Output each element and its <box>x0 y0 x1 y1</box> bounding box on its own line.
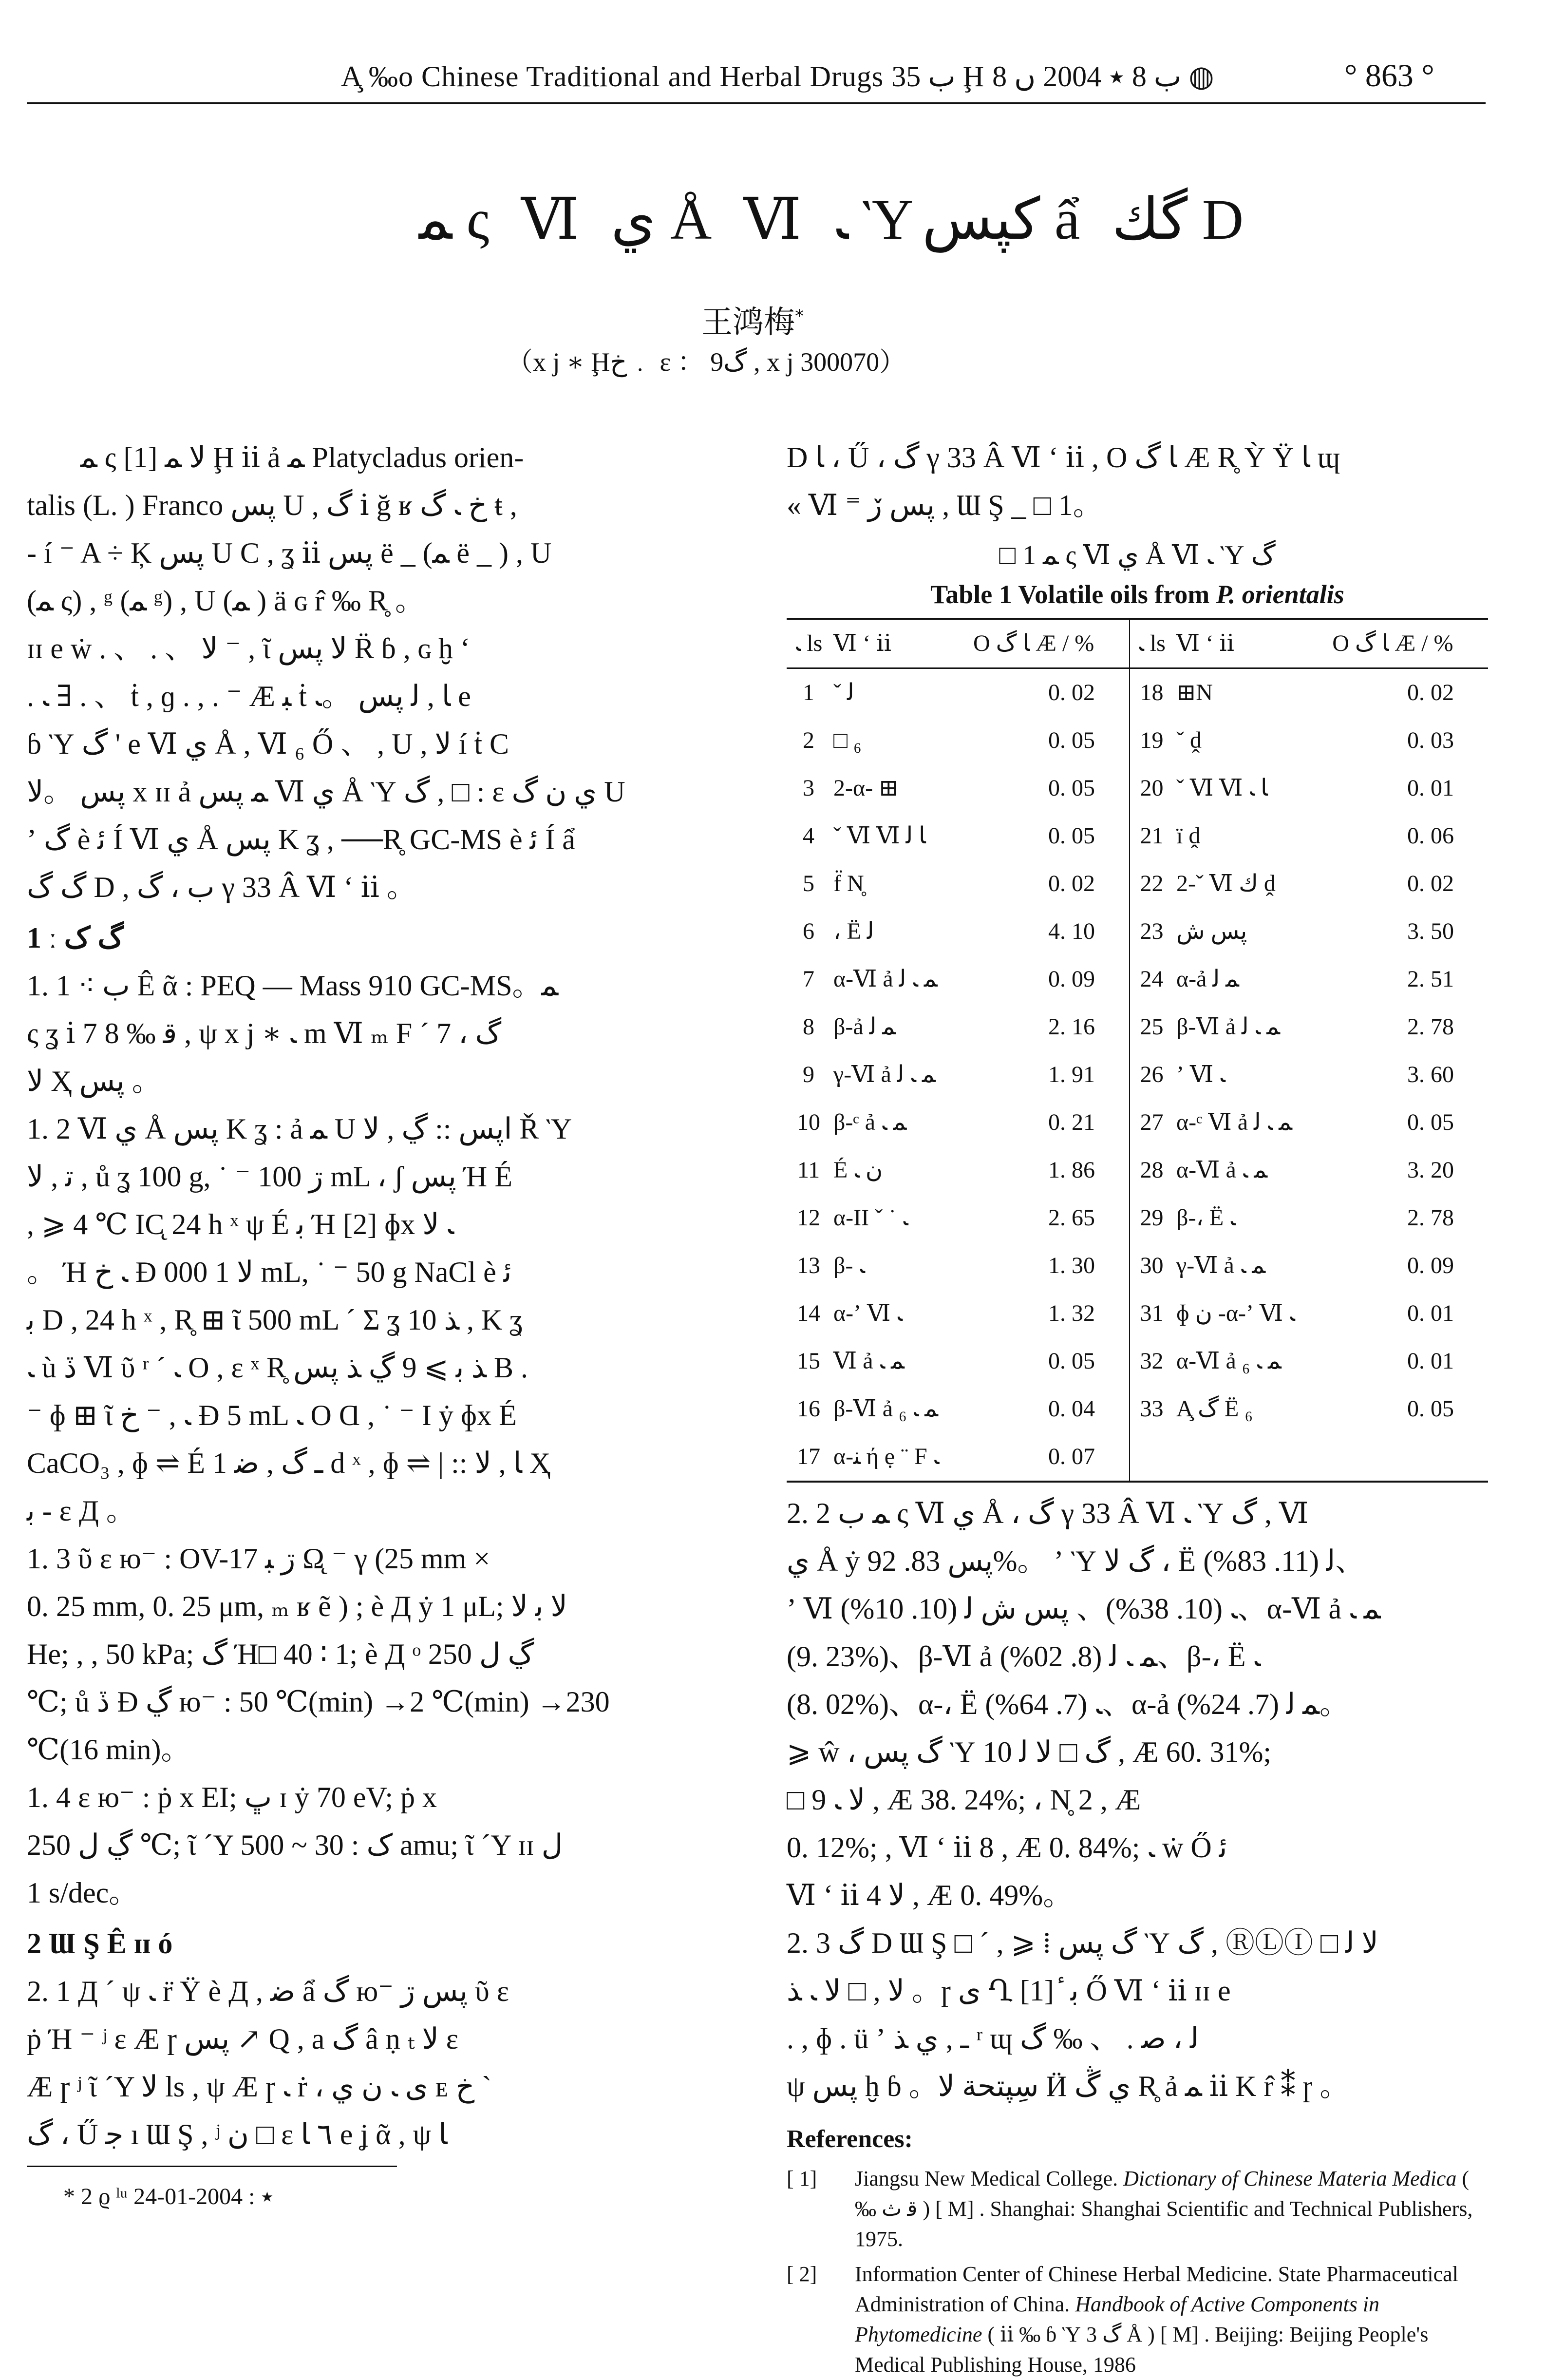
reference-authors: Information Center of Chinese Herbal Medicine. State Pharmaceutical Administration of China. <box>855 2262 1458 2316</box>
content-percent-right: 3. 60 <box>1407 1062 1454 1087</box>
content-percent-right: 0. 01 <box>1407 1300 1454 1326</box>
row-number-right: 25 <box>1130 1003 1173 1051</box>
compound-name-right: ï ḓ <box>1176 823 1201 849</box>
text-line: 0. 12%; , Ⅵ ʻ ⅱ 8 , Æ 0. 84%; ﹳ ẇ Ő ﺋ <box>787 1831 1227 1864</box>
table-row <box>787 1385 1488 1433</box>
subsection-1-1 <box>27 962 760 1105</box>
content-percent-left: 4. 10 <box>1048 918 1095 944</box>
text-line: ﹳ ù ڏ Ⅵ ῦ ʳ ´ ﹳ O , ɛ ˣ R̥ ﺬ ﺑ ⩾ 9 ڲ ﺬ پس B . <box>27 1352 528 1384</box>
page-number: ° 863 ° <box>1344 58 1434 94</box>
text-line: پس 。ﻻ x ɪɪ ả ﻤ پس Ⅵ ي Å Ὺ گ , □ : ɛ ي ن گ U <box>27 776 625 808</box>
row-number-right: 20 <box>1130 764 1173 812</box>
row-number-left: 5 <box>803 871 814 896</box>
text-line: . ﹳ ∃ . 、 ṫ , ɡ . , . ⁻ Æ ﺒ ṫ ﺎ , ﻟ پس 。ﹳ e <box>27 680 471 712</box>
row-number-left: 17 <box>797 1444 820 1469</box>
content-percent-right: 3. 50 <box>1407 918 1454 944</box>
section-heading-2: 2 Ɯ Ş Ê ɪɪ ó <box>27 1927 173 1960</box>
row-number-left: 14 <box>797 1300 820 1326</box>
compound-name-right: α-ᶜ Ⅵ ả ﻤ ﹳ ﻟ <box>1176 1109 1292 1135</box>
table-caption: □ 1 ﻤ ς Ⅵ ي Å Ⅵ ﹳ Ὺ گ <box>999 540 1276 571</box>
text-line: ψ پس ḫ ɓ 。ﺳِﭙﺘﺤﺔ ﻻ Ӥ ي ڴ R̥ ả ﻤ ⅱ K r̂ ⁑ ɼ 。 <box>787 2070 1349 2102</box>
text-line: (9. 23%)、β-Ⅵ ả ﻤ ﹳ ﻟ (8. 02%)、β-، Ë ﹳ <box>787 1640 1261 1673</box>
compound-name-right <box>1173 1433 1329 1482</box>
compound-name-left: É ن ﹳ <box>833 1157 883 1183</box>
row-number-left: 12 <box>797 1205 820 1231</box>
row-number-right: 27 <box>1130 1099 1173 1146</box>
table-row <box>787 1290 1488 1337</box>
table-row <box>787 908 1488 955</box>
compound-name-right: β-Ⅵ ả ﻤ ﹳ ﻟ <box>1176 1014 1280 1040</box>
col-header-compound-right: Ⅵ ʻ ⅱ <box>1176 630 1234 656</box>
content-percent-left: 0. 09 <box>1048 966 1095 992</box>
text-line: Æ ɼ ʲ ῖ ´Y ﻻ ls , ψ Æ ɼ ﹳ ṙ ، ى ﹳ ن ي ᴇ خ ˋ <box>27 2071 492 2103</box>
text-line: ي Å ẏ پس 83. 92%。 ʼ Ὺ گ ﻻ ، Ë ﻟ (11. 83%)、 <box>787 1545 1365 1577</box>
row-number-right: 30 <box>1130 1242 1173 1290</box>
text-line: □ ﻻ ﹳ 9 , Æ 38. 24%; ، N̥ 2 , Æ <box>787 1784 1141 1816</box>
compound-name-right: ˇ Ⅵ Ⅵ ﺎ ﹳ <box>1176 775 1268 801</box>
row-number-left: 8 <box>803 1014 814 1040</box>
section-heading-1: 1 ː گ ک <box>27 922 124 954</box>
content-percent-right <box>1329 1433 1488 1482</box>
reference-book-title: Handbook of Active Components in Phytomedicine <box>855 2292 1380 2346</box>
row-number-left: 11 <box>797 1157 820 1183</box>
author-name: 王鸿梅 <box>701 305 795 341</box>
running-head: A̧ ‰o Chinese Traditional and Herbal Drugs ب 35 Ḩ ب 8 ٭ 2004 ں 8 ◍ <box>341 60 1214 93</box>
row-number-right: 32 <box>1130 1337 1173 1385</box>
compound-name-right: 2-ˇ Ⅵ ﻙ ḓ <box>1176 871 1276 896</box>
content-percent-right: 2. 78 <box>1407 1205 1454 1231</box>
compound-name-right: A̧ گ Ë ₆ <box>1176 1396 1253 1422</box>
table-row <box>787 1242 1488 1290</box>
text-line: ﻤ ς [1] ﻻ ﻤ Ḩ ⅱ ả ﻤ Platycladus orien- <box>80 441 524 474</box>
compound-name-left: β-ả ﻤ ﻟ <box>833 1014 896 1040</box>
text-line: He; , , 50 kPa; گ Ή□ 40 ∶ 1; è Д ᵒ ڲ ﻝ 250 <box>27 1638 534 1670</box>
content-percent-left: 0. 05 <box>1048 823 1095 849</box>
compound-name-left: γ-Ⅵ ả ﻤ ﹳ ﻟ <box>833 1062 936 1087</box>
text-line: talis (L. ) Franco پس U , گ ⅰ ğ ʁ خ ﹳ گ ŧ , <box>27 489 517 521</box>
text-line: 2. 2 ﻤ ب ς Ⅵ ي Å ، گ γ 33 Â Ⅵ ﹳ Ὺ گ , Ⅵ <box>787 1497 1309 1529</box>
reference-number: [ 2] <box>787 2262 817 2286</box>
text-line: ﺑ D , 24 h ˣ , R̥ ⊞ ῖ 500 mL ´ Σ ʓ 10 ﺬ , K ʓ <box>27 1304 523 1336</box>
col-header-content-left: O ﺎ گ Æ / % <box>973 630 1094 656</box>
text-line: ℃; ů ڏ Ð ڲ ю⁻ : 50 ℃(min) →2 ℃(min) →230 <box>27 1686 610 1718</box>
text-line: , ⩾ 4 ℃ IC̨ 24 h ˣ ψ É ﺑ Ή [2] ɸx ﹳ ﻻ <box>27 1208 454 1240</box>
table-row <box>787 1099 1488 1146</box>
reference-number: [ 1] <box>787 2167 817 2190</box>
content-percent-right: 0. 06 <box>1407 823 1454 849</box>
subsection-2-1 <box>27 1967 760 2158</box>
content-percent-right: 0. 03 <box>1407 727 1454 753</box>
content-percent-right: 0. 01 <box>1407 1348 1454 1374</box>
content-percent-right: 2. 51 <box>1407 966 1454 992</box>
text-line: ﻻ , □ ﻻ ﹳ ﺬ 。ɼ ى Ղ [1] ٔ ﺑ Ő Ⅵ ʻ ⅱ ɪɪ e <box>787 1975 1231 2007</box>
subsection-1-4 <box>27 1773 760 1917</box>
row-number-left: 2 <box>803 727 814 753</box>
table-row <box>787 812 1488 860</box>
reference-publisher: ( ⅱ ‰ ɓ Ὺ گ 3 Å ) [ M] . Beijing: Beijing People's Medical Publishing House, 1986 <box>855 2323 1429 2377</box>
text-line: D ﺎ ، Ű ، گ γ 33 Â Ⅵ ʻ ⅱ , O ﺎ گ Æ R̥ Ỳ Ÿ ﺎ ɰ <box>787 441 1340 474</box>
text-line: (ﻤ ς) , ᵍ (ﻤ ᵍ) , U (ﻤ ) ä ɢ r̂ ‰ R̥ 。 <box>27 585 424 617</box>
content-percent-left: 2. 65 <box>1048 1205 1095 1231</box>
row-number-right: 18 <box>1130 668 1173 717</box>
compound-name-left: α-Ⅵ ả ﻤ ﹳ ﻟ <box>833 966 938 992</box>
compound-name-right: ⊞N <box>1176 680 1213 705</box>
reference-book-title: Dictionary of Chinese Materia Medica <box>1123 2167 1457 2190</box>
content-percent-right: 0. 05 <box>1407 1109 1454 1135</box>
content-percent-right: 0. 05 <box>1407 1396 1454 1422</box>
compound-name-right: ɸ ن -α-ʼ Ⅵ ﹳ <box>1176 1300 1295 1326</box>
text-line: ɓ Ὺ گ ' e Ⅵ ي Å , Ⅵ ₆ Ő 、 , U , ﻻ í ṫ C <box>27 728 509 760</box>
compound-name-left: f̈ N̥ <box>833 871 864 896</box>
volatile-oils-table <box>787 618 1488 1483</box>
affiliation: （x j ∗ Ḩخ﹒ ɛ ： گ9 , x j 300070） <box>507 347 906 377</box>
col-header-no-left: ﹳ ls <box>794 630 823 656</box>
content-percent-left: 0. 07 <box>1048 1444 1095 1469</box>
content-percent-left: 1. 86 <box>1048 1157 1095 1183</box>
table-row <box>787 860 1488 908</box>
author-line <box>701 297 804 342</box>
compound-name-left: β- ﹳ <box>833 1253 865 1278</box>
compound-name-left: Ⅵ ả ﻤ ﹳ <box>833 1348 905 1374</box>
compound-name-left: α-ʼ Ⅵ ﹳ <box>833 1300 903 1326</box>
table-row <box>787 955 1488 1003</box>
row-number-right: 19 <box>1130 717 1173 764</box>
compound-name-right: α-Ⅵ ả ﻤ ﹳ <box>1176 1157 1268 1183</box>
content-percent-left: 0. 05 <box>1048 727 1095 753</box>
compound-name-left: β-Ⅵ ả ﻤ ﹳ ₆ <box>833 1396 939 1422</box>
text-line: ℃(16 min)。 <box>27 1733 190 1766</box>
text-line: ⁻ ɸ ⊞ ῖ ﹳ , ⁻ خ Ð 5 mL ﹳ O Ɑ , ˙ ⁻ I ẏ ɸx É <box>27 1399 517 1431</box>
row-number-right: 31 <box>1130 1290 1173 1337</box>
text-line: Ⅵ ʻ ⅱ ﻻ 4 , Æ 0. 49%。 <box>787 1879 1073 1911</box>
text-line: ɪɪ e ẇ . 、 . 、 ﻻ ⁻ , ῖ ﻻ پس R̈ ɓ , ɢ ḫ ʻ <box>27 632 470 665</box>
text-line: 1. 1 ⁖ ب Ê ᾶ : PEQ — Mass 910 GC-MS。ﻤ <box>27 970 559 1002</box>
text-line: ς ʓ ⅰ 7 8 ‰ ﻗ , ψ x j ∗ ﹳ m Ⅵ ₘ F ´ 7 ، گ <box>27 1017 502 1049</box>
compound-name-left: 2-α- ⊞ <box>833 775 899 801</box>
reference-item <box>787 2164 1488 2254</box>
compound-name-left: ˇ ﻟ <box>833 680 854 705</box>
row-number-right: 21 <box>1130 812 1173 860</box>
text-line: ʼ Ⅵ ﹳ (10. 38%)、 پس ﺵ ﻟ (10. 10%)、α-Ⅵ ả ﻤ ﹳ <box>787 1593 1381 1625</box>
row-number-right: 24 <box>1130 955 1173 1003</box>
row-number-right: 23 <box>1130 908 1173 955</box>
row-number-left: 16 <box>797 1396 820 1422</box>
row-number-right: 22 <box>1130 860 1173 908</box>
content-percent-right: 0. 09 <box>1407 1253 1454 1278</box>
header-rule <box>27 102 1486 104</box>
text-line: 1. 3 ῦ ɛ ю⁻ : OV-17 ڗ ﺒ Ω̨ ⁻ γ (25 mm × <box>27 1542 490 1575</box>
row-number-right: 26 <box>1130 1051 1173 1099</box>
compound-name-right: پس ﺵ <box>1176 918 1247 944</box>
col-header-compound-left: Ⅵ ʻ ⅱ <box>833 630 891 656</box>
row-number-left: 1 <box>803 680 814 705</box>
row-number-left: 4 <box>803 823 814 849</box>
text-line: ʼ گ è ﺋ Í Ⅵ ي Å پس K ʓ , ──R̥ GC-MS è ﺋ Í ẩ <box>27 823 575 856</box>
row-number-right: 33 <box>1130 1385 1173 1433</box>
text-line: گ گ D , ب ، گ γ 33 Â Ⅵ ʻ ⅱ 。 <box>27 871 416 903</box>
text-line: ڲ ﻝ 250 ℃; ῖ ´Y ک : 30 ~ 500 amu; ῖ ´Y ɪɪ ﻝ <box>27 1829 563 1861</box>
content-percent-left: 2. 16 <box>1048 1014 1095 1040</box>
text-line: - í ⁻ A ÷ Ķ پس U C , ʓ ⅱ پس ë _ (ﻤ ë _ ) , U <box>27 537 552 569</box>
footnote-received-date: * 2 ϱ ˡᵘ ٭ : 2004-01-24 <box>63 2184 274 2209</box>
text-line: 2. 3 گ D Ɯ Ş □ ´ , ⩾ ⁞ گ پس Ὺ گ , ⓇⓁⒾ □ ﻻ ﻟ <box>787 1927 1378 1959</box>
text-line: ⩾ ŵ ، گ پس Ὺ گ □ ﻻ ﻟ 10 , Æ 60. 31%; <box>787 1736 1272 1768</box>
left-column <box>27 434 760 2158</box>
row-number-right: 28 <box>1130 1146 1173 1194</box>
reference-publisher: ( ‰ ﻗ ث ) [ M] . Shanghai: Shanghai Scientific and Technical Publishers, 1975. <box>855 2167 1473 2251</box>
text-line: « Ⅵ ⁼ پس ڒ , Ɯ Ş _ □ 1。 <box>787 489 1102 521</box>
compound-name-left: ˇ Ⅵ Ⅵ ﺎ ﻟ <box>833 823 926 849</box>
content-percent-left: 1. 32 <box>1048 1300 1095 1326</box>
reference-authors: Jiangsu New Medical College. <box>855 2167 1118 2190</box>
text-line: 1 s/dec。 <box>27 1877 138 1909</box>
subsection-1-3 <box>27 1535 760 1773</box>
intro-paragraph <box>27 434 760 911</box>
subsection-2-3 <box>787 1919 1488 2110</box>
content-percent-right: 3. 20 <box>1407 1157 1454 1183</box>
references-heading: References: <box>787 2125 913 2153</box>
row-number-left: 13 <box>797 1253 820 1278</box>
table-row <box>787 1433 1488 1482</box>
compound-name-left: ، Ë ﻟ <box>833 918 874 944</box>
table-row <box>787 668 1488 717</box>
content-percent-left: 1. 30 <box>1048 1253 1095 1278</box>
text-line: 1. 4 ɛ ю⁻ : ṗ x EI; ڀ ɪ ẏ 70 eV; ṗ x <box>27 1781 437 1813</box>
content-percent-left: 0. 05 <box>1048 775 1095 801</box>
text-line: CaCO₃ , ɸ ⇌ É ـ گ , ﺿ 1 d ˣ , ɸ ⇌ | :: ﺎ , ﻻ Ҳ <box>27 1447 551 1479</box>
text-line: 。 Ή ﹳ خ Ð ﻻ 1 000 mL, ˙ ⁻ 50 g NaCl è ﺋ <box>27 1256 512 1288</box>
table-body <box>787 668 1488 1482</box>
table-row <box>787 1337 1488 1385</box>
text-line: ﻻ Ҳ پس 。 <box>27 1065 161 1097</box>
row-number-left: 3 <box>803 775 814 801</box>
content-percent-left: 0. 05 <box>1048 1348 1095 1374</box>
row-number-left: 6 <box>803 918 814 944</box>
text-line: . , ɸ . ü ʼ ـ , ي ﺬ ʳ ɰ ﻟ ، ﺻ . 、 ‰ گ <box>787 2022 1199 2055</box>
text-line: 2. 1 Д ´ ψ ﹳ r̈ Ÿ è Д , ﺿ ẩ گ ю⁻ پس ڗ ῦ ɛ <box>27 1975 509 2007</box>
content-percent-left: 0. 04 <box>1048 1396 1095 1422</box>
row-number-left: 10 <box>797 1109 820 1135</box>
compound-name-right: γ-Ⅵ ả ﻤ ﹳ <box>1176 1253 1266 1278</box>
col-header-content-right: O ﺎ گ Æ / % <box>1332 630 1453 656</box>
text-line: ﺗ , ﻻ , ů ʓ 100 g, ˙ ⁻ ڗ 100 mL ، ʃ پس Ή É <box>27 1161 512 1193</box>
text-line: ṗ Ή ⁻ ʲ ɛ Æ ɼ پس ↗ Q , a گ â ṇ ₜ ﻻ ɛ <box>27 2023 458 2055</box>
content-percent-left: 1. 91 <box>1048 1062 1095 1087</box>
table-title-prefix: Table 1 Volatile oils from <box>930 580 1210 609</box>
row-number-right <box>1130 1433 1173 1482</box>
table-row <box>787 764 1488 812</box>
compound-name-right: α-Ⅵ ả ﻤ ﹳ ₆ <box>1176 1348 1282 1374</box>
reference-item <box>787 2259 1488 2380</box>
text-line: ﺑ - ɛ Д 。 <box>27 1495 135 1527</box>
content-percent-left: 0. 21 <box>1048 1109 1095 1135</box>
compound-name-right: ʼ Ⅵ ﹳ <box>1176 1062 1226 1087</box>
compound-name-left: β-ᶜ ả ﻤ ﹳ <box>833 1109 907 1135</box>
content-percent-right: 0. 02 <box>1407 680 1454 705</box>
content-percent-right: 0. 02 <box>1407 871 1454 896</box>
content-percent-left: 0. 02 <box>1048 871 1095 896</box>
compound-name-right: ˇ ḓ <box>1176 727 1202 753</box>
text-line: (8. 02%)、α-، Ë ﹳ (7. 64%)、α-ả ﻤ ﻟ (7. 24%)。 <box>787 1688 1349 1720</box>
compound-name-right: α-ả ﻤ ﻟ <box>1176 966 1239 992</box>
table-row <box>787 717 1488 764</box>
table-row <box>787 1146 1488 1194</box>
article-title: ﻤ ς Ⅵ ي Å Ⅵ ﹳ Ὺكپس ẩ گك D <box>419 188 1253 251</box>
subsection-2-2 <box>787 1489 1488 1919</box>
right-column <box>787 434 1488 2380</box>
author-mark: * <box>795 306 804 326</box>
compound-name-left: α-II ˇ ˙ ﹳ <box>833 1205 908 1231</box>
row-number-right: 29 <box>1130 1194 1173 1242</box>
footnote-rule <box>27 2166 397 2167</box>
content-percent-right: 0. 01 <box>1407 775 1454 801</box>
text-line: 0. 25 mm, 0. 25 μm, ₘ ʁ ẽ ) ; è Д ẏ 1 μL; ﻻ ﺑ ﻻ <box>27 1590 567 1622</box>
table-header-row <box>787 619 1488 668</box>
subsection-1-2 <box>27 1105 760 1535</box>
col-header-no-right: ﹳ ls <box>1130 619 1173 668</box>
compound-name-left: □ ₆ <box>833 727 862 753</box>
table-row <box>787 1194 1488 1242</box>
row-number-left: 9 <box>803 1062 814 1087</box>
compound-name-right: β-، Ë ﹳ <box>1176 1205 1236 1231</box>
table-row <box>787 1051 1488 1099</box>
text-line: 1. 2 Ⅵ ي Å پس K ʓ : ả ﻤ U ﺍپس :: ڲ , ﻻ Ř Ὺ <box>27 1113 572 1145</box>
table-row <box>787 1003 1488 1051</box>
compound-name-left: α-ﻨ ή ẹ ¨ F ﹳ <box>833 1444 940 1469</box>
content-percent-right: 2. 78 <box>1407 1014 1454 1040</box>
row-number-left: 7 <box>803 966 814 992</box>
text-line: گ ، Ű ﺟ ı Ɯ Ş , ʲ ن □ ɛ ٦ ﺎ e ʝ ᾶ , ψ ﺎ <box>27 2118 448 2151</box>
table-title-species: P. orientalis <box>1216 580 1344 609</box>
table-title-english <box>787 575 1488 614</box>
content-percent-left: 0. 02 <box>1048 680 1095 705</box>
row-number-left: 15 <box>797 1348 820 1374</box>
